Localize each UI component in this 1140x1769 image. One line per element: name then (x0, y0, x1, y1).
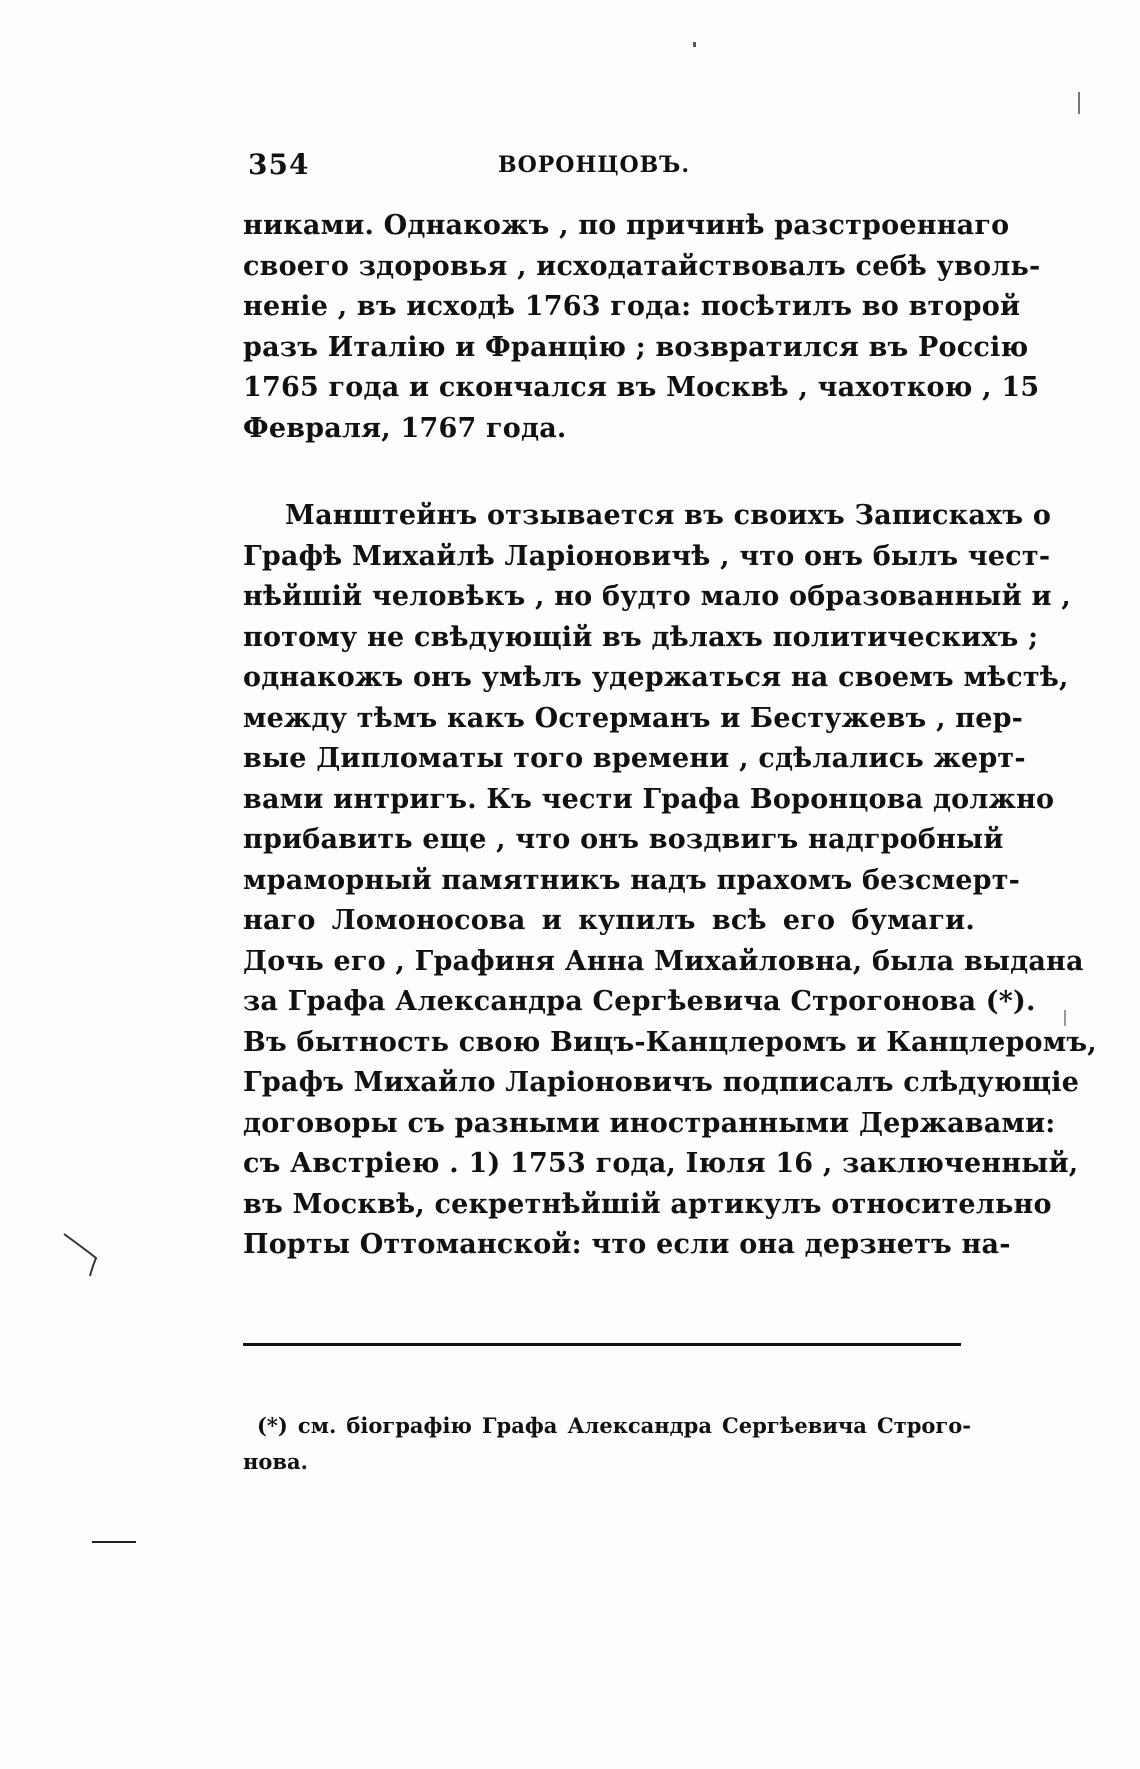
text-line: разъ Италію и Францію ; возвратился въ Россію (243, 331, 1029, 363)
margin-scan-dash (92, 1541, 136, 1543)
footnote-line: нова. (243, 1449, 308, 1474)
text-line: наго Ломоносова и купилъ всѣ его бумаги. (243, 905, 975, 936)
text-line: Въ бытность свою Вицъ-Канцлеромъ и Канцлеромъ, (243, 1026, 1097, 1058)
text-line: своего здоровья , исходатайствовалъ себѣ уволь- (243, 250, 1041, 282)
text-line: 1765 года и скончался въ Москвѣ , чахоткою , 15 (243, 372, 1040, 403)
footnote-line: (*) см. біографію Графа Александра Сергѣевича Строго- (257, 1413, 971, 1438)
scan-speck (693, 42, 696, 47)
text-line: Графъ Михайло Ларіоновичъ подписалъ слѣдующіе (243, 1067, 1080, 1098)
text-line: прибавить еще , что онъ воздвигъ надгробный (243, 824, 1004, 855)
text-line: Манштейнъ отзывается въ своихъ Запискахъ о (285, 500, 1052, 531)
text-line: никами. Однакожъ , по причинѣ разстроеннаго (243, 210, 1010, 241)
text-line: потому не свѣдующій въ дѣлахъ политическихъ ; (243, 621, 1039, 653)
text-line: вые Дипломаты того времени , сдѣлались жерт- (243, 743, 1026, 774)
page-number: 354 (248, 148, 310, 181)
running-head: ВОРОНЦОВЪ. (498, 152, 690, 178)
scan-speck (1064, 1010, 1066, 1026)
page-header (248, 148, 974, 188)
text-line: нѣйшій человѣкъ , но будто мало образованный и , (243, 581, 1071, 612)
text-line: за Графа Александра Сергѣевича Строгонова (*). (243, 986, 1036, 1017)
footnote-separator (243, 1343, 961, 1346)
text-line: неніе , въ исходѣ 1763 года: посѣтилъ во второй (243, 291, 1021, 322)
text-line: съ Австріею . 1) 1753 года, Іюля 16 , заключенный, (243, 1148, 1079, 1179)
scan-speck (1078, 92, 1080, 114)
paragraph-1 (243, 206, 1041, 449)
text-line: вами интригъ. Къ чести Графа Воронцова должно (243, 783, 1055, 815)
text-line: между тѣмъ какъ Остерманъ и Бестужевъ , пер- (243, 702, 1024, 734)
text-line: въ Москвѣ, секретнѣйшій артикулъ относительно (243, 1188, 1052, 1220)
text-line: договоры съ разными иностранными Державами: (243, 1107, 1056, 1139)
text-line: Порты Оттоманской: что если она дерзнетъ на- (243, 1229, 1011, 1260)
text-line: однакожъ онъ умѣлъ удержаться на своемъ мѣстѣ, (243, 662, 1069, 693)
footnote (243, 1408, 971, 1480)
text-line: Графѣ Михайлѣ Ларіоновичѣ , что онъ былъ чест- (243, 540, 1051, 572)
paragraph-2 (243, 496, 1097, 1266)
text-line: мраморный памятникъ надъ прахомъ безсмерт- (243, 864, 1021, 896)
text-line: Февраля, 1767 года. (243, 412, 567, 444)
margin-scan-mark (62, 1232, 102, 1278)
text-line: Дочь его , Графиня Анна Михайловна, была выдана (243, 945, 1084, 977)
